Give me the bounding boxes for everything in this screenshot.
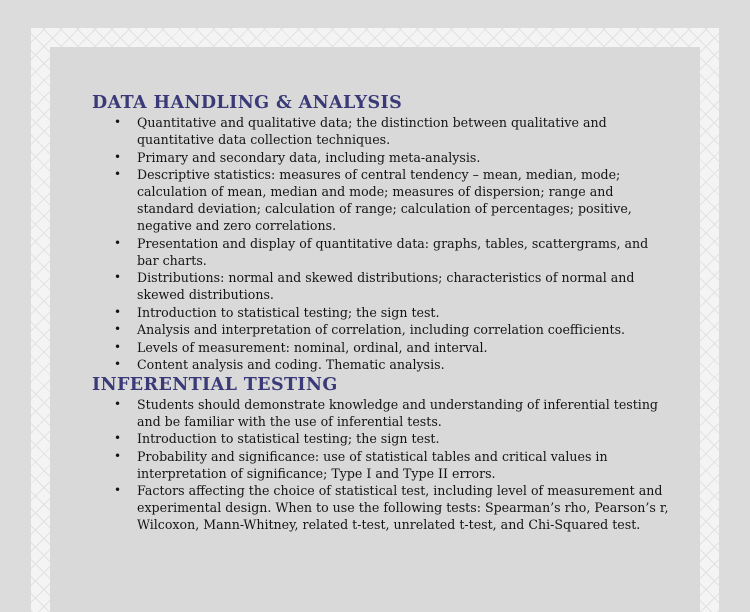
list-item-text: Levels of measurement: nominal, ordinal, and interval. [137,339,488,355]
list-item-text: Students should demonstrate knowledge and understanding of inferential testing and be familiar with the use of inferential tests. [137,396,658,429]
bullet-icon: • [114,115,122,129]
list-item-text: Analysis and interpretation of correlation, including correlation coefficients. [137,322,626,337]
bullet-icon: • [114,396,122,411]
bullet-icon: • [114,235,122,250]
list-item-text: Descriptive statistics: measures of central tendency – mean, median, mode; calculation of mean, median and mode; measures of dispersion; range and standard deviation; calculation of range; calculation of percentages; positive, negative and zero correlations. [137,167,632,233]
list-item-text: Introduction to statistical testing; the sign test. [137,304,440,320]
list-item-text: Quantitative and qualitative data; the distinction between qualitative and quantitative data collection techniques. [137,115,607,147]
list-item-text: Primary and secondary data, including meta-analysis. [137,149,481,165]
bullet-list [92,114,672,373]
list-item-text: Probability and significance: use of statistical tables and critical values in interpretation of significance; Type I and Type II errors. [137,448,608,481]
list-item [92,304,672,321]
bullet-icon: • [114,304,122,319]
list-item [92,114,672,148]
list-item-text: Factors affecting the choice of statistical test, including level of measurement and experimental design. When to use the following tests: Spearman’s rho, Pearson’s r, Wilcoxon, Mann-Whitney, related t-test, unrelated t-test, and Chi-Squared test. [137,483,669,532]
bullet-icon: • [114,431,122,445]
list-item-text: Content analysis and coding. Thematic analysis. [137,357,445,372]
document-page [50,47,700,612]
list-item [92,448,672,482]
list-item-text: Presentation and display of quantitative data: graphs, tables, scattergrams, and bar charts. [137,235,649,268]
bullet-icon: • [114,167,122,181]
list-item [92,339,672,356]
section-data-handling [92,92,672,373]
list-item [92,396,672,430]
list-item-text: Introduction to statistical testing; the sign test. [137,431,440,446]
section-heading: DATA HANDLING & ANALYSIS [92,93,403,113]
bullet-icon: • [114,357,122,371]
section-heading: INFERENTIAL TESTING [92,374,338,395]
list-item [92,269,672,303]
list-item [92,430,672,447]
bullet-icon: • [114,448,122,463]
section-inferential-testing [92,374,672,534]
list-item [92,482,672,533]
list-item [92,356,672,373]
bullet-icon: • [114,339,122,354]
list-item [92,149,672,166]
bullet-icon: • [114,483,122,497]
bullet-icon: • [114,149,122,164]
list-item [92,321,672,338]
bullet-icon: • [114,322,122,336]
bullet-icon: • [114,270,122,284]
page-content [92,92,672,534]
list-item [92,166,672,234]
list-item [92,235,672,269]
bullet-list [92,396,672,534]
list-item-text: Distributions: normal and skewed distributions; characteristics of normal and skewed distributions. [137,270,635,302]
